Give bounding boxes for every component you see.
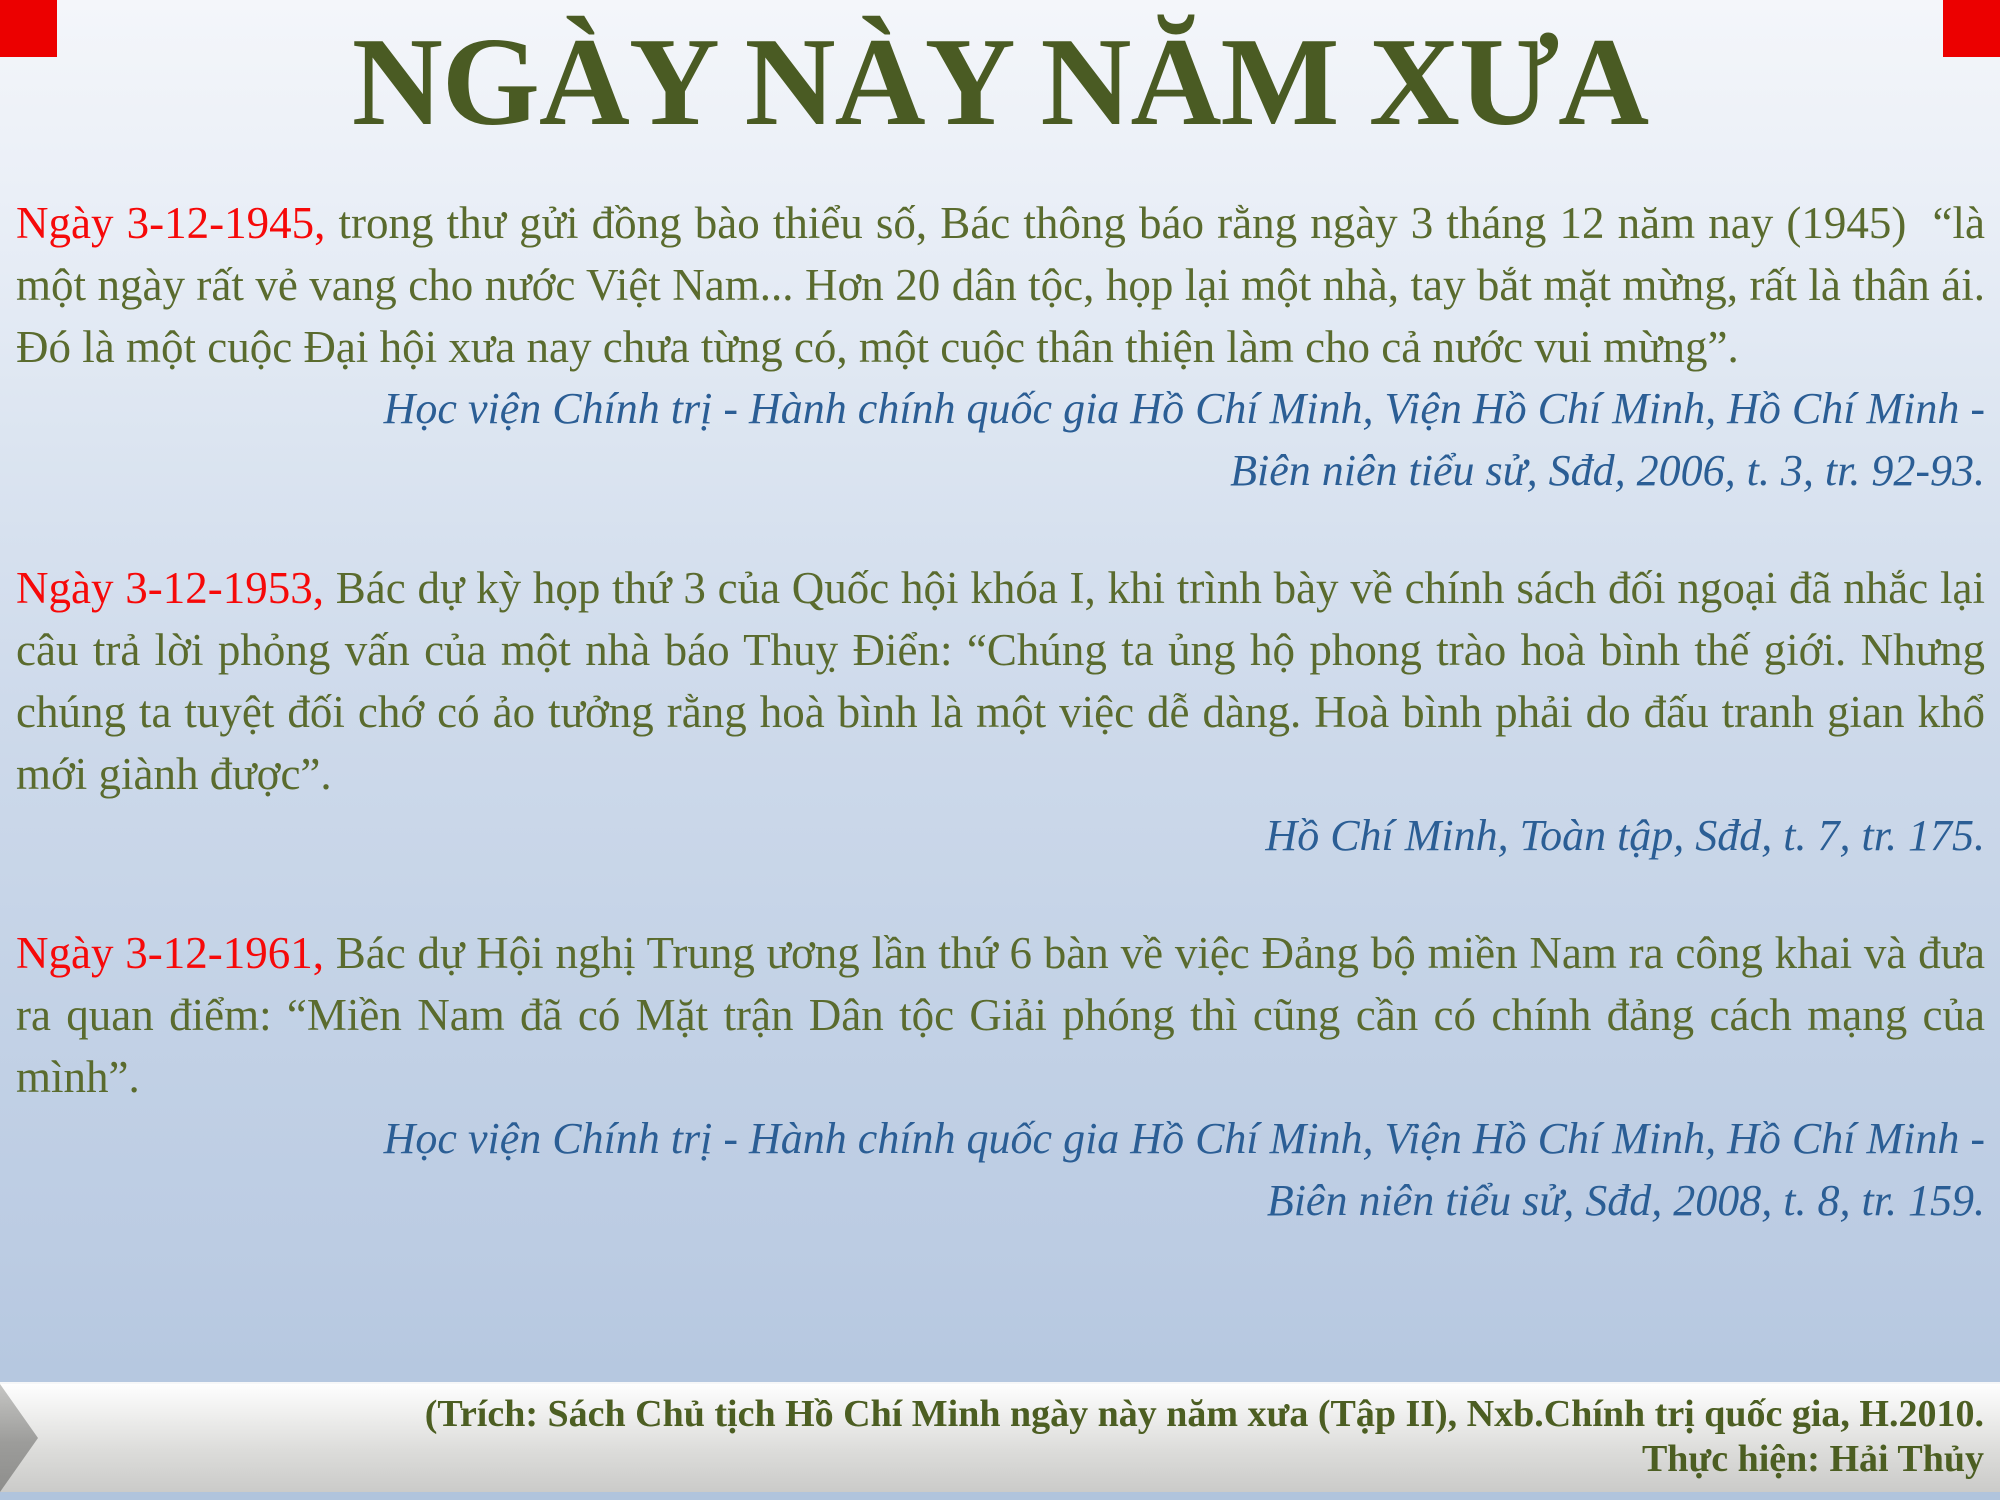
citation-line: Biên niên tiểu sử, Sđd, 2008, t. 8, tr. 159. <box>1266 1176 1985 1225</box>
citation-1945 <box>16 378 1985 502</box>
footer-credit-line: Thực hiện: Hải Thủy <box>1641 1438 1984 1480</box>
event-text-1953: Bác dự kỳ họp thứ 3 của Quốc hội khóa I, khi trình bày về chính sách đối ngoại đã nhắc lại câu trả lời phỏng vấn của một nhà báo Thuỵ Điển: “Chúng ta ủng hộ phong trào hoà bình thế giới. Nhưng chúng ta tuyệt đối chớ có ảo tưởng rằng hoà bình là một việc dễ dàng. Hoà bình phải do đấu tranh gian khổ mới giành được”. <box>16 563 1985 799</box>
slide-content <box>16 192 1985 1287</box>
event-text-1961: Bác dự Hội nghị Trung ương lần thứ 6 bàn về việc Đảng bộ miền Nam ra công khai và đưa ra quan điểm: “Miền Nam đã có Mặt trận Dân tộc Giải phóng thì cũng cần có chính đảng cách mạng của mình”. <box>16 928 1985 1102</box>
event-date-1953: Ngày 3-12-1953, <box>16 563 324 613</box>
footer-source-line: (Trích: Sách Chủ tịch Hồ Chí Minh ngày này năm xưa (Tập II), Nxb.Chính trị quốc gia, H.2010. <box>424 1393 1984 1435</box>
footer-text <box>84 1392 1984 1482</box>
citation-line: Học viện Chính trị - Hành chính quốc gia Hồ Chí Minh, Viện Hồ Chí Minh, Hồ Chí Minh - <box>383 384 1985 433</box>
citation-line: Học viện Chính trị - Hành chính quốc gia Hồ Chí Minh, Viện Hồ Chí Minh, Hồ Chí Minh - <box>383 1114 1985 1163</box>
footer-left-bevel <box>0 1384 38 1492</box>
event-paragraph-1961 <box>16 922 1985 1108</box>
citation-1961 <box>16 1108 1985 1232</box>
citation-line: Biên niên tiểu sử, Sđd, 2006, t. 3, tr. 92-93. <box>1230 446 1985 495</box>
slide-title: NGÀY NÀY NĂM XƯA <box>351 13 1649 152</box>
citation-line: Hồ Chí Minh, Toàn tập, Sđd, t. 7, tr. 175. <box>1265 811 1985 860</box>
event-date-1961: Ngày 3-12-1961, <box>16 928 324 978</box>
citation-1953 <box>16 805 1985 867</box>
event-paragraph-1953 <box>16 557 1985 805</box>
event-date-1945: Ngày 3-12-1945, <box>16 198 326 248</box>
footer-bar <box>0 1382 2000 1492</box>
event-paragraph-1945 <box>16 192 1985 378</box>
event-text-1945: trong thư gửi đồng bào thiểu số, Bác thông báo rằng ngày 3 tháng 12 năm nay (1945) “là một ngày rất vẻ vang cho nước Việt Nam... Hơn 20 dân tộc, họp lại một nhà, tay bắt mặt mừng, rất là thân ái. Đó là một cuộc Đại hội xưa nay chưa từng có, một cuộc thân thiện làm cho cả nước vui mừng”. <box>16 198 1985 372</box>
